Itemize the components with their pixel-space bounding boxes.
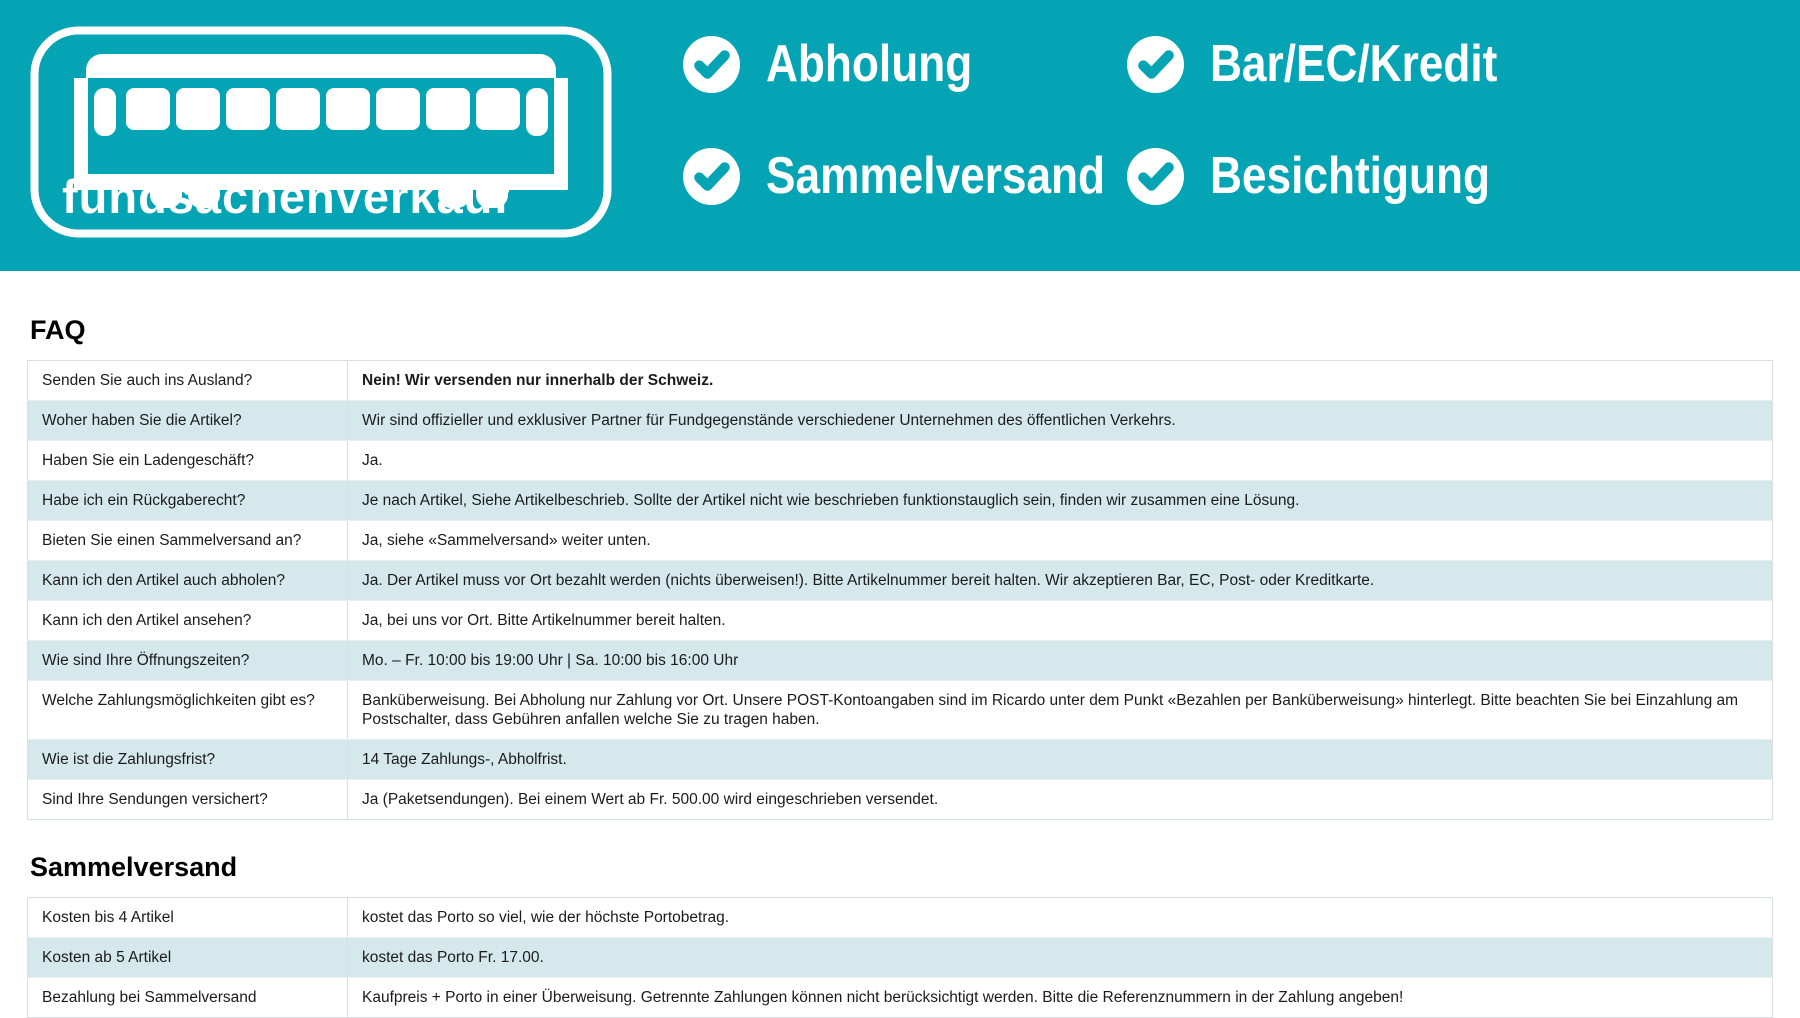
check-circle-icon <box>683 148 740 205</box>
answer-cell: Mo. – Fr. 10:00 bis 19:00 Uhr | Sa. 10:00 bis 16:00 Uhr <box>348 641 1773 681</box>
qa-row <box>28 681 1773 740</box>
qa-row <box>28 601 1773 641</box>
answer-cell: Ja (Paketsendungen). Bei einem Wert ab Fr. 500.00 wird eingeschrieben versendet. <box>362 791 939 808</box>
feature-sammelversand <box>683 148 1165 205</box>
check-circle-icon <box>1127 36 1184 93</box>
answer-cell: Kaufpreis + Porto in einer Überweisung. Getrennte Zahlungen können nicht berücksichtigt werden. Bitte die Referenznummern in der Zahlung angeben! <box>362 989 1404 1006</box>
qa-row <box>28 740 1773 780</box>
question-cell: Welche Zahlungsmöglichkeiten gibt es? <box>28 681 348 740</box>
faq-heading: FAQ <box>30 315 86 345</box>
page-header <box>0 0 1800 271</box>
feature-label: Besichtigung <box>1210 147 1490 205</box>
qa-row <box>28 561 1773 601</box>
answer-cell: 14 Tage Zahlungs-, Abholfrist. <box>348 740 1773 780</box>
question-cell: Wie sind Ihre Öffnungszeiten? <box>28 641 348 681</box>
feature-abholung <box>683 36 1009 93</box>
answer-cell: kostet das Porto so viel, wie der höchste Portobetrag. <box>348 898 1773 938</box>
faq-table <box>27 360 1773 820</box>
qa-row <box>28 521 1773 561</box>
feature-besichtigung <box>1127 148 1539 205</box>
sammelversand-heading: Sammelversand <box>30 852 238 882</box>
answer-cell: Ja. <box>348 441 1773 481</box>
question-cell: Kosten bis 4 Artikel <box>28 898 348 938</box>
content-area <box>0 315 1800 1018</box>
qa-row <box>28 898 1773 938</box>
feature-label: Sammelversand <box>766 147 1106 205</box>
question-cell: Sind Ihre Sendungen versichert? <box>28 780 348 820</box>
answer-cell: Nein! Wir versenden nur innerhalb der Schweiz. <box>348 361 1773 401</box>
question-cell: Bezahlung bei Sammelversand <box>28 978 348 1018</box>
question-cell: Kann ich den Artikel auch abholen? <box>28 561 348 601</box>
feature-bar-ec-kredit <box>1127 36 1548 93</box>
qa-row <box>28 481 1773 521</box>
feature-label: Abholung <box>766 35 973 93</box>
qa-row <box>28 641 1773 681</box>
check-circle-icon <box>1127 148 1184 205</box>
question-cell: Haben Sie ein Ladengeschäft? <box>28 441 348 481</box>
answer-cell: kostet das Porto Fr. 17.00. <box>348 938 1773 978</box>
qa-row <box>28 780 1773 820</box>
question-cell: Senden Sie auch ins Ausland? <box>28 361 348 401</box>
question-cell: Kann ich den Artikel ansehen? <box>28 601 348 641</box>
answer-cell: Ja, siehe «Sammelversand» weiter unten. <box>348 521 1773 561</box>
qa-row <box>28 441 1773 481</box>
feature-label: Bar/EC/Kredit <box>1210 35 1498 93</box>
answer-cell: Banküberweisung. Bei Abholung nur Zahlung vor Ort. Unsere POST-Kontoangaben sind im Ricardo unter dem Punkt «Bezahlen per Banküberweisung» hinterlegt. Bitte beachten Sie bei Einzahlung am Postschalter, dass Gebühren anfallen welche Sie zu tragen haben. <box>348 681 1773 740</box>
question-cell: Woher haben Sie die Artikel? <box>28 401 348 441</box>
fundsachenverkauf-logo <box>30 26 612 238</box>
question-cell: Wie ist die Zahlungsfrist? <box>28 740 348 780</box>
qa-row <box>28 401 1773 441</box>
question-cell: Habe ich ein Rückgaberecht? <box>28 481 348 521</box>
question-cell: Kosten ab 5 Artikel <box>28 938 348 978</box>
answer-cell: Wir sind offizieller und exklusiver Partner für Fundgegenstände verschiedener Unternehmen des öffentlichen Verkehrs. <box>348 401 1773 441</box>
answer-cell: Je nach Artikel, Siehe Artikelbeschrieb. Sollte der Artikel nicht wie beschrieben funktionstauglich sein, finden wir zusammen eine Lösung. <box>348 481 1773 521</box>
answer-cell: Ja, bei uns vor Ort. Bitte Artikelnummer bereit halten. <box>348 601 1773 641</box>
logo-wordmark: fundsachenverkauf <box>62 170 510 223</box>
qa-row <box>28 938 1773 978</box>
sammelversand-table <box>27 897 1773 1018</box>
question-cell: Bieten Sie einen Sammelversand an? <box>28 521 348 561</box>
qa-row <box>28 361 1773 401</box>
answer-cell: Ja. Der Artikel muss vor Ort bezahlt werden (nichts überweisen!). Bitte Artikelnummer bereit halten. Wir akzeptieren Bar, EC, Post- oder Kreditkarte. <box>348 561 1773 601</box>
check-circle-icon <box>683 36 740 93</box>
